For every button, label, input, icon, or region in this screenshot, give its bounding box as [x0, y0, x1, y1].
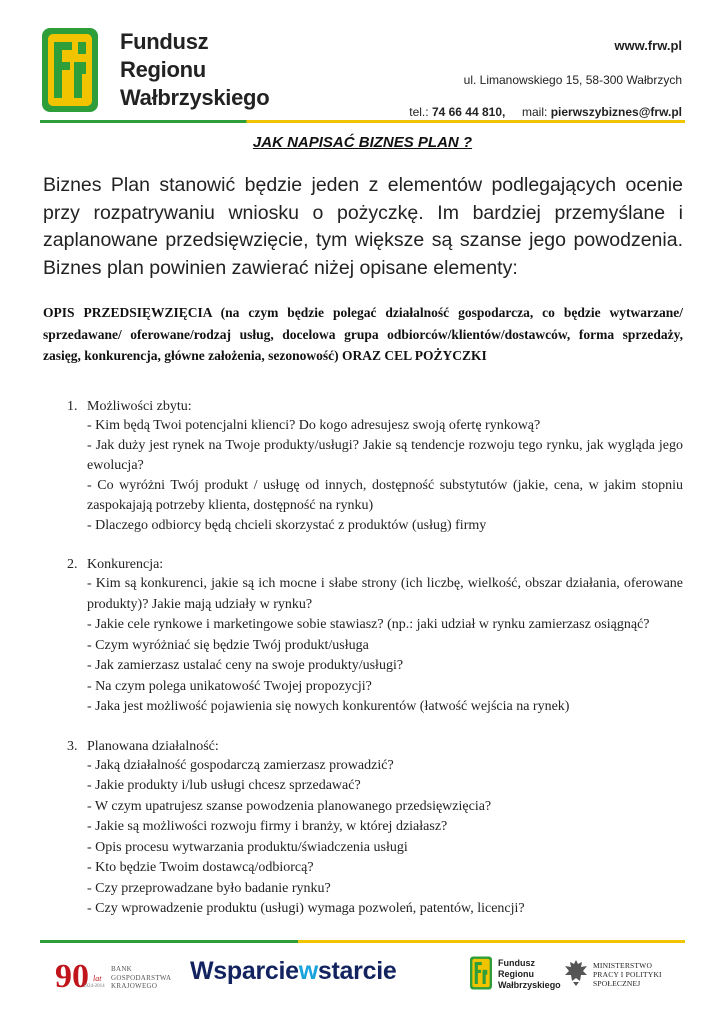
list-item: - Na czym polega unikatowość Twojej propozycji? — [87, 678, 372, 694]
ws-part1: Wsparcie — [190, 957, 299, 985]
section-number: 3. — [67, 738, 78, 754]
description-paragraph: OPIS PRZEDSIĘWZIĘCIA (na czym będzie polegać działalność gospodarcza, co będzie wytwarzane/ sprzedawane/ oferowane/rodzaj usług, docelowa grupa odbiorców/klientów/dostawców, forma sprzedaży, zasięg, konkurencja, główne założenia, sezonowość) ORAZ CEL POŻYCZKI — [43, 305, 683, 363]
list-item: - Jaką działalność gospodarczą zamierzasz prowadzić? — [87, 757, 394, 773]
bottom-divider — [40, 940, 685, 943]
frw-footer-line: Wałbrzyskiego — [498, 980, 561, 990]
bgk-line: BANK — [111, 965, 133, 973]
bgk-logo — [55, 960, 185, 994]
frw-small-logo-icon — [470, 956, 492, 990]
footer-logos — [0, 950, 725, 1024]
list-item: - Opis procesu wytwarzania produktu/świadczenia usługi — [87, 839, 408, 855]
list-item: - Jakie cele rynkowe i marketingowe sobie stawiasz? (np.: jaki udział w rynku zamierzasz osiągnąć? — [87, 617, 650, 632]
contact-block — [409, 38, 682, 119]
wsparcie-w-starcie-logo — [190, 957, 396, 986]
intro-paragraph: Biznes Plan stanowić będzie jeden z elementów podlegających ocenie przy rozpatrywaniu wniosku o pożyczkę. Im bardziej przemyślane i zaplanowane przedsięwzięcie, tym większe są szanse jego powodzenia. Biznes plan powinien zawierać niżej opisane elementy: — [43, 174, 683, 279]
frw-logo-text — [120, 28, 269, 112]
ministry-line: SPOŁECZNEJ — [593, 979, 641, 988]
bgk-lat: lat — [93, 974, 102, 983]
list-item: - Co wyróżni Twój produkt / usługę od innych, dostępność substytutów (jakie, cena, w jakim stopniu zaspokajają potrzeby klienta, dostępność na rynku) — [87, 478, 683, 513]
list-item: - Jakie są możliwości rozwoju firmy i branży, w której działasz? — [87, 819, 448, 834]
ministry-logo — [563, 958, 693, 998]
list-item: - Czy przeprowadzane było badanie rynku? — [87, 880, 331, 896]
ministry-name — [593, 961, 662, 988]
section-number: 1. — [67, 399, 78, 414]
section-heading — [43, 738, 683, 756]
section-heading — [43, 556, 683, 574]
list-item: - Jak duży jest rynek na Twoje produkty/usługi? Jakie są tendencje rozwoju tego rynku, jak wygląda jego ewolucja? — [87, 438, 683, 473]
list-item: - Dlaczego odbiorcy będą chcieli skorzystać z produktów (usług) firmy — [87, 518, 487, 533]
list-item: - Jakie produkty i/lub usługi chcesz sprzedawać? — [87, 778, 361, 793]
bgk-line: KRAJOWEGO — [111, 982, 158, 990]
list-section — [43, 738, 683, 920]
logo-line: Wałbrzyskiego — [120, 85, 270, 110]
tel-value: 74 66 44 810, — [431, 105, 506, 119]
list-item: - Kto będzie Twoim dostawcą/odbiorcą? — [87, 860, 314, 875]
bgk-name — [111, 965, 171, 991]
list-item: - Czym wyróżniać się będzie Twój produkt/usługa — [87, 637, 369, 653]
list-item: - Czy wprowadzenie produktu (usługi) wymaga pozwoleń, patentów, licencji? — [87, 901, 525, 916]
ministry-line: MINISTERSTWO — [593, 961, 653, 970]
eagle-emblem-icon — [563, 958, 589, 988]
bgk-years: 1924-2014 — [83, 984, 105, 989]
numbered-list — [43, 398, 683, 940]
ministry-line: PRACY I POLITYKI — [593, 970, 662, 979]
page-title: JAK NAPISAĆ BIZNES PLAN ? — [252, 134, 473, 151]
section-title: Możliwości zbytu: — [87, 399, 192, 414]
mail-label: mail: — [522, 105, 548, 119]
logo-line: Fundusz — [120, 29, 209, 54]
section-heading — [43, 398, 683, 416]
list-item: - Jaka jest możliwość pojawienia się nowych konkurentów (łatwość wejścia na rynek) — [87, 699, 570, 714]
logo-line: Regionu — [120, 57, 206, 82]
section-title: Planowana działalność: — [87, 738, 219, 754]
tel-label: tel.: — [409, 105, 429, 119]
frw-footer-line: Fundusz — [498, 958, 535, 968]
list-item: - W czym upatrujesz szanse powodzenia planowanego przedsięwzięcia? — [87, 798, 492, 814]
frw-logo-icon — [42, 28, 98, 112]
bgk-90-number: 90 — [55, 958, 89, 995]
frw-footer-line: Regionu — [498, 969, 534, 979]
ws-part2: starcie — [317, 957, 397, 985]
ws-w: w — [298, 957, 318, 985]
mail-link[interactable]: pierwszybiznes@frw.pl — [550, 105, 682, 119]
list-item: - Jak zamierzasz ustalać ceny na swoje produkty/usługi? — [87, 658, 404, 673]
section-title: Konkurencja: — [87, 557, 164, 572]
list-item: - Kim będą Twoi potencjalni klienci? Do kogo adresujesz swoją ofertę rynkową? — [87, 418, 541, 433]
list-item: - Kim są konkurenci, jakie są ich mocne i słabe strony (ich liczbę, wielkość, obszar działania, oferowane produkty)? Jakie mają udziały w rynku? — [87, 576, 683, 612]
list-section — [43, 556, 683, 718]
list-section — [43, 398, 683, 536]
address: ul. Limanowskiego 15, 58-300 Wałbrzych — [463, 73, 682, 87]
top-divider — [40, 120, 685, 123]
letterhead — [0, 0, 725, 130]
frw-footer-text — [498, 958, 561, 991]
bgk-line: GOSPODARSTWA — [111, 973, 172, 982]
website-link[interactable]: www.frw.pl — [614, 38, 682, 53]
section-number: 2. — [67, 557, 78, 572]
phone-mail-line — [409, 105, 682, 119]
